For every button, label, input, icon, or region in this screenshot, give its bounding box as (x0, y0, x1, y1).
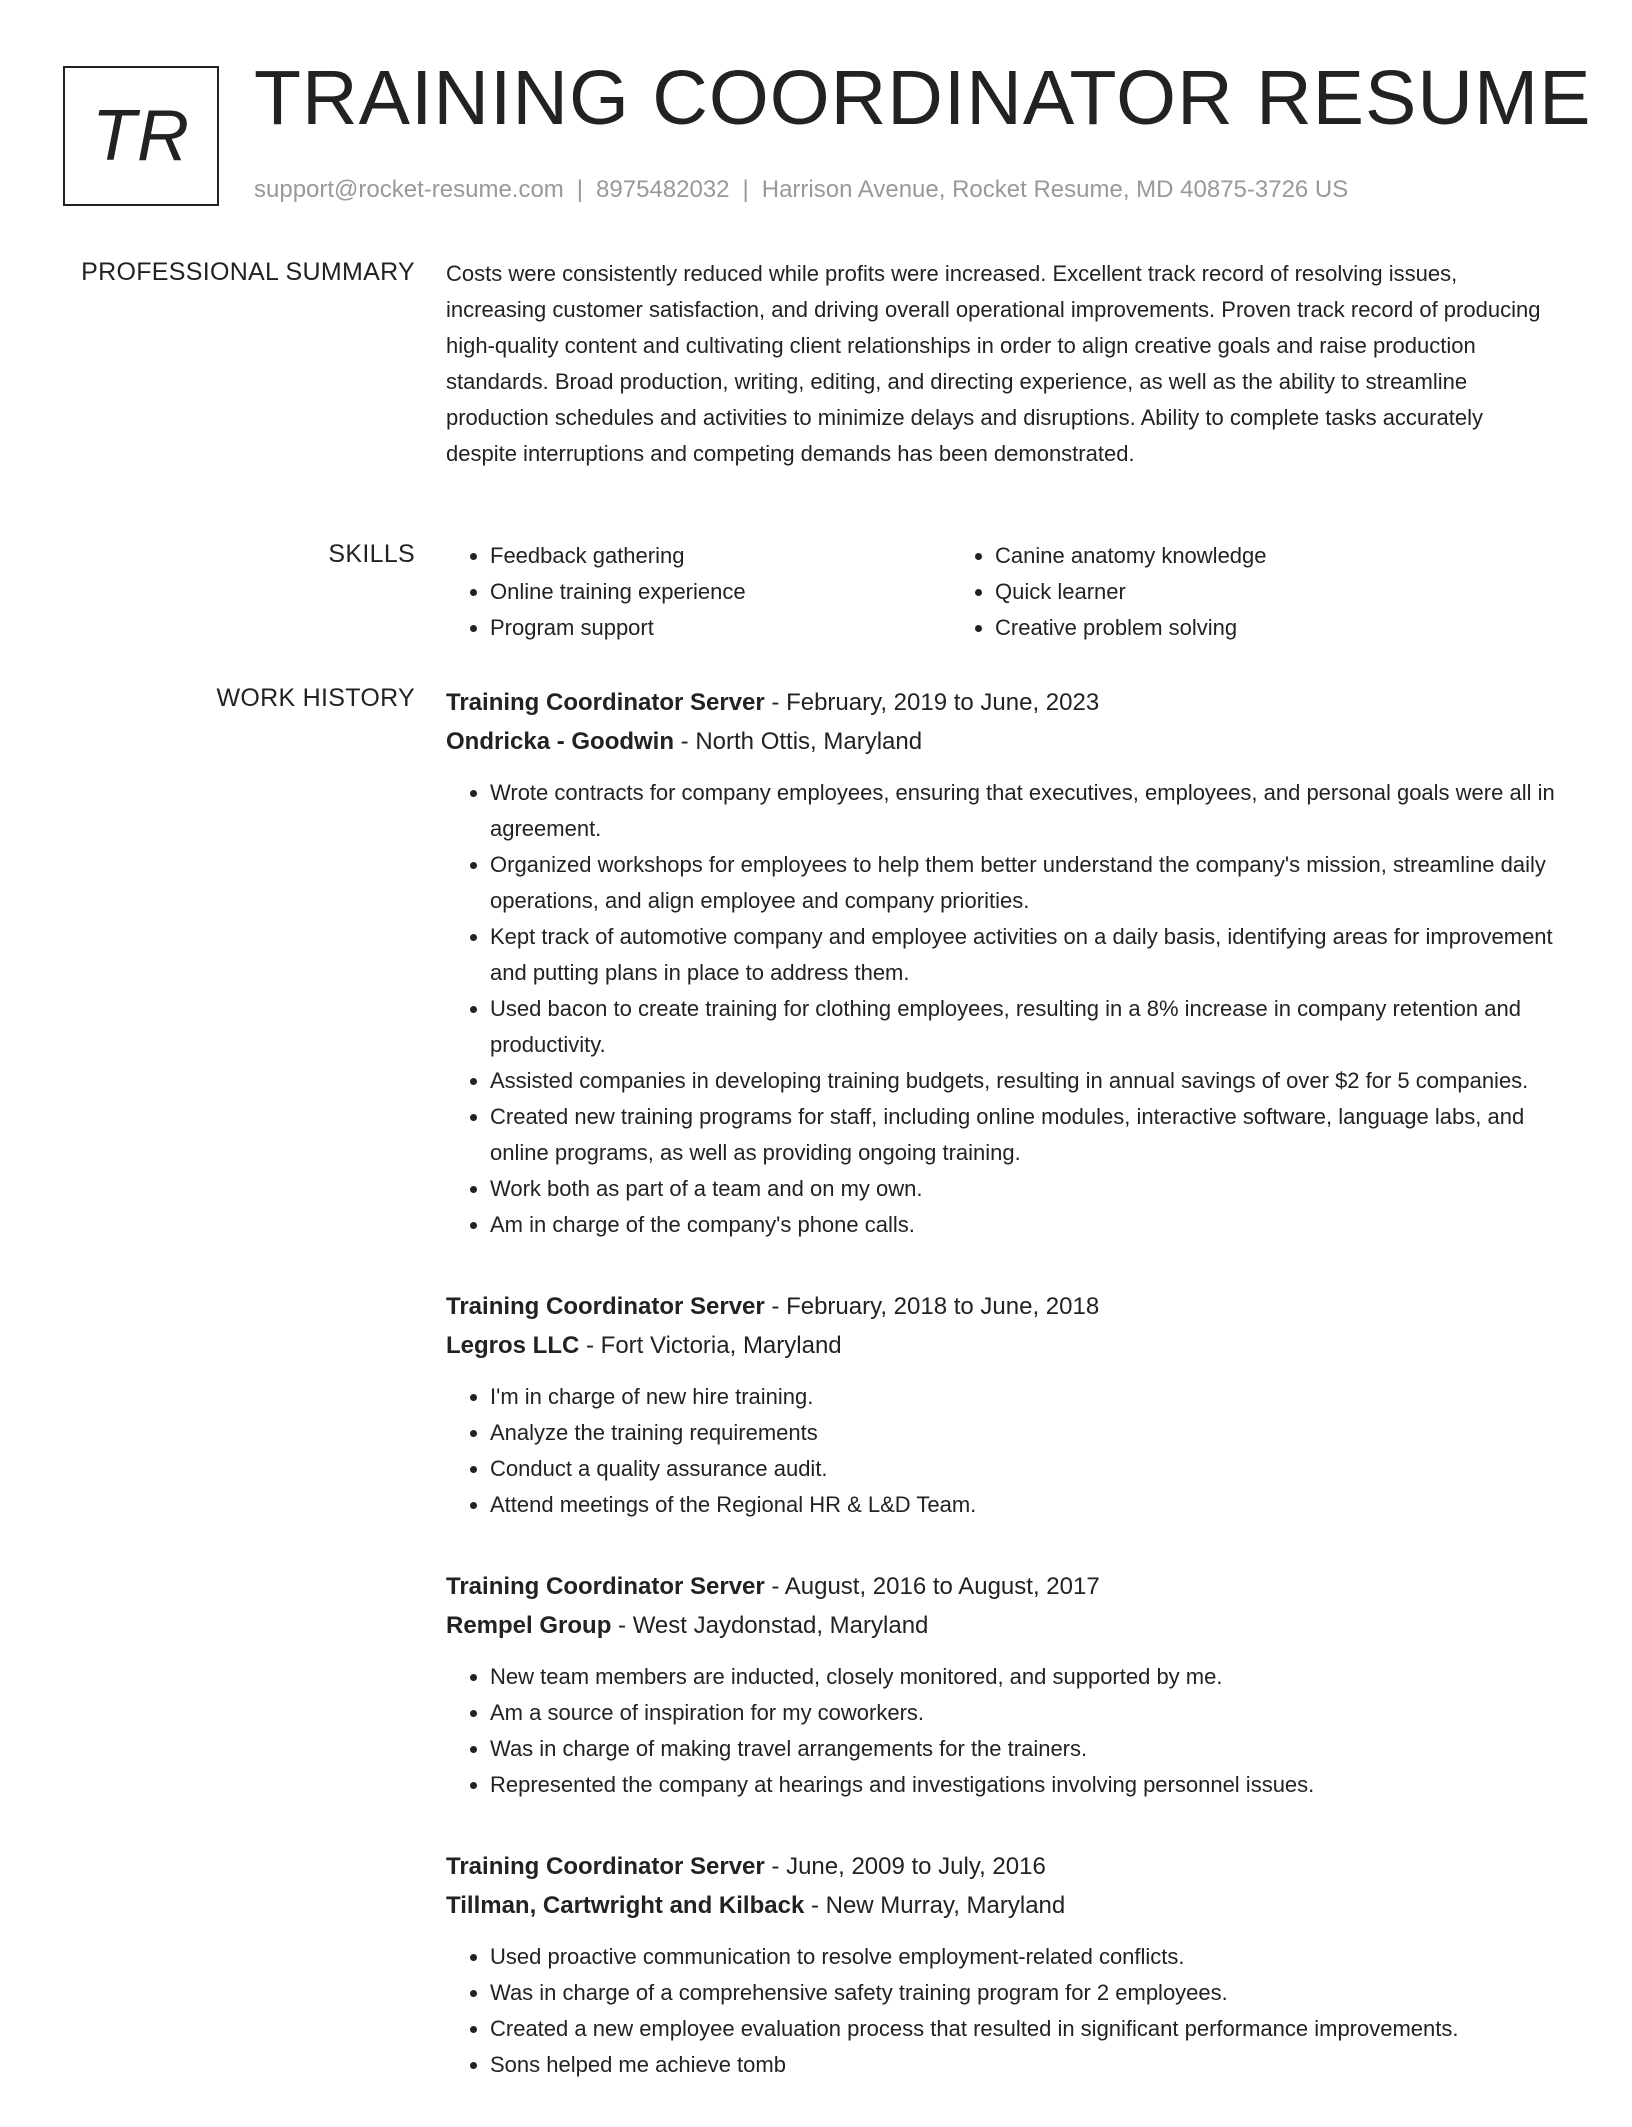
job-duty: • Analyze the training requirements (490, 1415, 1556, 1451)
skills-section (446, 538, 1556, 646)
job-duty: • Kept track of automotive company and employee activities on a daily basis, identifying areas for improvement and putting plans in place to address them. (490, 919, 1556, 991)
job-company: Legros LLC (446, 1332, 580, 1359)
job-duty: • Represented the company at hearings and investigations involving personnel issues. (490, 1767, 1556, 1803)
skill-item: • Online training experience (490, 574, 951, 610)
job-title: Training Coordinator Server (446, 1573, 765, 1600)
job-duty: • Sons helped me achieve tomb (490, 2047, 1556, 2083)
job-title-line: Training Coordinator Server - February, 2018 to June, 2018 (446, 1293, 1100, 1320)
job-dates: February, 2018 to June, 2018 (786, 1293, 1100, 1320)
job-duty: • Was in charge of making travel arrangements for the trainers. (490, 1731, 1556, 1767)
job-company: Tillman, Cartwright and Kilback (446, 1892, 805, 1919)
job-duty: • I'm in charge of new hire training. (490, 1379, 1556, 1415)
work-history-heading: WORK HISTORY (216, 684, 415, 712)
skill-item: • Canine anatomy knowledge (995, 538, 1456, 574)
skills-list-right (951, 538, 1456, 646)
skill-item: • Feedback gathering (490, 538, 951, 574)
job-title: Training Coordinator Server (446, 689, 765, 716)
job-duties-list (446, 1939, 1556, 2083)
job-title-line: Training Coordinator Server - February, 2019 to June, 2023 (446, 689, 1100, 716)
job-entry (446, 1287, 1556, 1523)
job-location: Fort Victoria, Maryland (600, 1332, 842, 1359)
job-duty: • Created new training programs for staff, including online modules, interactive software, language labs, and online programs, as well as providing ongoing training. (490, 1099, 1556, 1171)
summary-section (446, 256, 1556, 472)
contact-address: Harrison Avenue, Rocket Resume, MD 40875-3726 US (761, 176, 1349, 203)
job-dates: June, 2009 to July, 2016 (786, 1853, 1046, 1880)
job-dates: August, 2016 to August, 2017 (784, 1573, 1100, 1600)
job-duty: • Am in charge of the company's phone calls. (490, 1207, 1556, 1243)
job-company-line: Legros LLC - Fort Victoria, Maryland (446, 1332, 842, 1359)
job-title-line: Training Coordinator Server - June, 2009 to July, 2016 (446, 1853, 1046, 1880)
job-duty: • Created a new employee evaluation process that resulted in significant performance improvements. (490, 2011, 1556, 2047)
contact-separator: | (742, 176, 749, 203)
job-duty: • Attend meetings of the Regional HR & L&D Team. (490, 1487, 1556, 1523)
job-location: West Jaydonstad, Maryland (632, 1612, 929, 1639)
skills-list-left (446, 538, 951, 646)
contact-line (254, 176, 1348, 204)
job-duties-list (446, 1379, 1556, 1523)
contact-phone[interactable]: 8975482032 (596, 176, 730, 203)
contact-email[interactable]: support@rocket-resume.com (254, 176, 564, 203)
work-history-section (446, 683, 1556, 2127)
job-duty: • Used proactive communication to resolve employment-related conflicts. (490, 1939, 1556, 1975)
skill-item: • Quick learner (995, 574, 1456, 610)
job-duty: • New team members are inducted, closely monitored, and supported by me. (490, 1659, 1556, 1695)
job-entry (446, 683, 1556, 1243)
monogram-initials: TR (92, 96, 190, 176)
skill-item: • Program support (490, 610, 951, 646)
monogram-box (63, 66, 219, 206)
job-duty: • Organized workshops for employees to help them better understand the company's mission, streamline daily operations, and align employee and company priorities. (490, 847, 1556, 919)
job-title: Training Coordinator Server (446, 1293, 765, 1320)
job-title: Training Coordinator Server (446, 1853, 765, 1880)
job-title-line: Training Coordinator Server - August, 2016 to August, 2017 (446, 1573, 1100, 1600)
job-dates: February, 2019 to June, 2023 (786, 689, 1100, 716)
job-duties-list (446, 1659, 1556, 1803)
job-entry (446, 1567, 1556, 1803)
job-duty: • Work both as part of a team and on my own. (490, 1171, 1556, 1207)
job-duty: • Wrote contracts for company employees, ensuring that executives, employees, and personal goals were all in agreement. (490, 775, 1556, 847)
skills-heading: SKILLS (328, 540, 415, 568)
job-duty: • Was in charge of a comprehensive safety training program for 2 employees. (490, 1975, 1556, 2011)
job-company-line: Ondricka - Goodwin - North Ottis, Maryland (446, 728, 923, 755)
resume-title: TRAINING COORDINATOR RESUME (254, 55, 1592, 141)
skill-item: • Creative problem solving (995, 610, 1456, 646)
job-duty: • Am a source of inspiration for my coworkers. (490, 1695, 1556, 1731)
job-duty: • Conduct a quality assurance audit. (490, 1451, 1556, 1487)
job-entry (446, 1847, 1556, 2083)
job-company-line: Tillman, Cartwright and Kilback - New Murray, Maryland (446, 1892, 1066, 1919)
job-company: Rempel Group (446, 1612, 612, 1639)
summary-heading: PROFESSIONAL SUMMARY (81, 258, 415, 286)
job-location: New Murray, Maryland (825, 1892, 1066, 1919)
contact-separator: | (576, 176, 584, 203)
job-company: Ondricka - Goodwin (446, 728, 675, 755)
job-duty: • Used bacon to create training for clothing employees, resulting in a 8% increase in company retention and productivity. (490, 991, 1556, 1063)
job-duty: • Assisted companies in developing training budgets, resulting in annual savings of over $2 for 5 companies. (490, 1063, 1556, 1099)
job-company-line: Rempel Group - West Jaydonstad, Maryland (446, 1612, 929, 1639)
job-duties-list (446, 775, 1556, 1243)
job-location: North Ottis, Maryland (695, 728, 923, 755)
summary-text: Costs were consistently reduced while profits were increased. Excellent track record of resolving issues, increasing customer satisfaction, and driving overall operational improvements. Proven track record of producing high-quality content and cultivating client relationships in order to align creative goals and raise production standards. Broad production, writing, editing, and directing experience, as well as the ability to streamline production schedules and activities to minimize delays and disruptions. Ability to complete tasks accurately despite interruptions and competing demands has been demonstrated. (446, 261, 1541, 466)
